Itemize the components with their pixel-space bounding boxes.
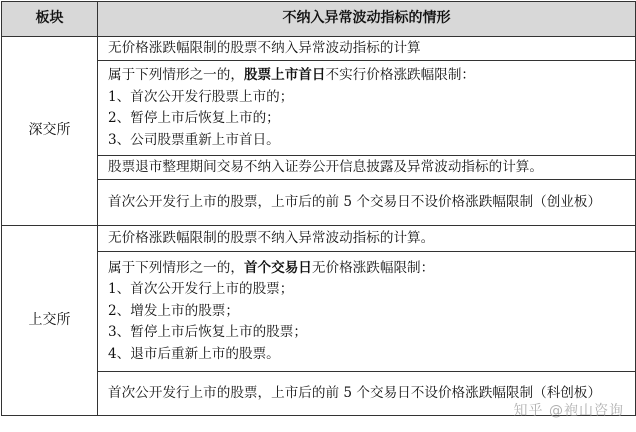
sz-rule-1: 无价格涨跌幅限制的股票不纳入异常波动指标的计算 — [98, 37, 636, 61]
table-row — [2, 226, 636, 252]
sh-rule-2 — [98, 252, 636, 372]
sz-rule-2-highlight: 股票上市首日 — [243, 67, 326, 83]
table-row — [2, 252, 636, 372]
list-item: 2、增发上市的股票； — [108, 302, 239, 319]
table-row — [2, 180, 636, 226]
sz-rule-2-intro: 属于下列情形之一的，股票上市首日不实行价格涨跌幅限制： — [108, 67, 476, 83]
header-board: 板块 — [2, 2, 98, 37]
table-row — [2, 156, 636, 180]
sz-rule-4: 首次公开发行上市的股票，上市后的前 5 个交易日不设价格涨跌幅限制（创业板） — [98, 180, 636, 226]
list-item: 1、首次公开发行股票上市的； — [108, 88, 294, 105]
board-shenzhen: 深交所 — [2, 37, 98, 226]
header-situation: 不纳入异常波动指标的情形 — [98, 2, 636, 37]
table-row — [2, 61, 636, 156]
header-row — [2, 2, 636, 37]
rules-table — [1, 1, 636, 416]
list-item: 2、暂停上市后恢复上市的； — [108, 110, 280, 126]
list-item: 4、退市后重新上市的股票。 — [108, 345, 280, 362]
sh-rule-1: 无价格涨跌幅限制的股票不纳入异常波动指标的计算。 — [98, 226, 636, 252]
sh-rule-2-highlight: 首个交易日 — [243, 259, 312, 276]
sz-rule-3: 股票退市整理期间交易不纳入证券公开信息披露及异常波动指标的计算。 — [98, 156, 636, 180]
sh-rule-3: 首次公开发行上市的股票，上市后的前 5 个交易日不设价格涨跌幅限制（科创板） — [98, 372, 636, 416]
board-shanghai: 上交所 — [2, 226, 98, 416]
watermark: 知乎 @袍山咨询 — [513, 403, 624, 419]
sh-rule-2-intro: 属于下列情形之一的，首个交易日无价格涨跌幅限制： — [108, 259, 435, 276]
table-row — [2, 37, 636, 61]
list-item: 3、暂停上市后恢复上市的股票； — [108, 324, 307, 341]
list-item: 3、公司股票重新上市首日。 — [108, 131, 280, 148]
sz-rule-2 — [98, 61, 636, 156]
list-item: 1、首次公开发行上市的股票； — [108, 281, 294, 298]
